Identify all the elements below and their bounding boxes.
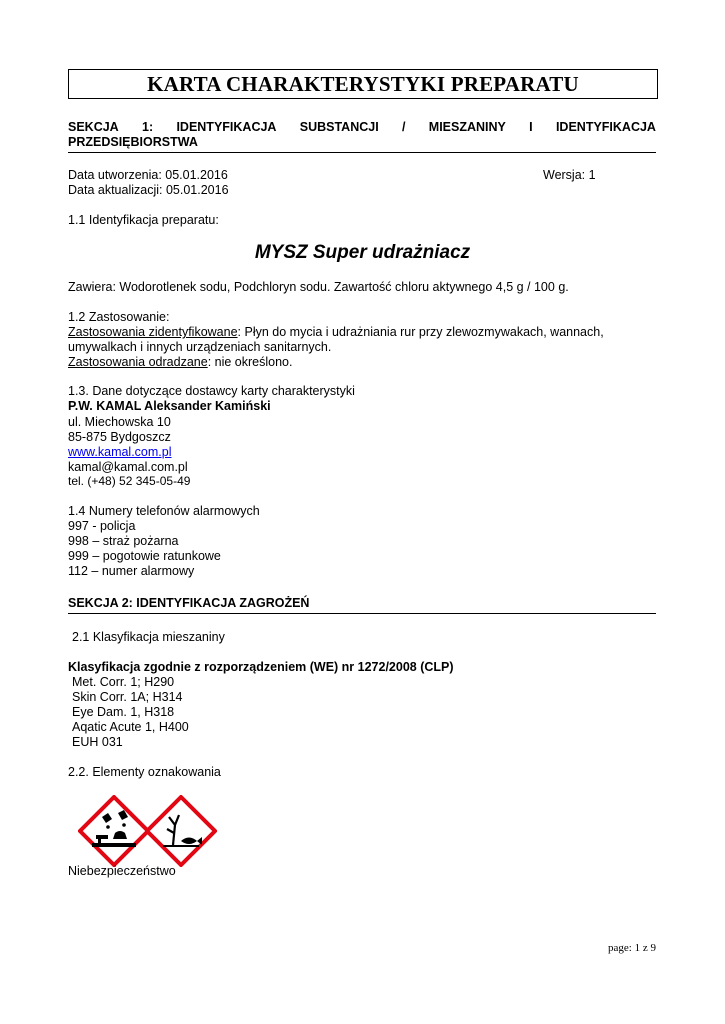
identified-uses-continued: umywalkach i innych urządzeniach sanitarnych.	[68, 340, 332, 354]
section2-heading: SEKCJA 2: IDENTYFIKACJA ZAGROŻEŃ	[68, 596, 656, 614]
hazard-class: Aqatic Acute 1, H400	[72, 720, 189, 734]
section1-heading	[68, 120, 656, 153]
city-address: 85-875 Bydgoszcz	[68, 430, 171, 444]
version: Wersja: 1	[543, 168, 596, 182]
created-date: Data utworzenia: 05.01.2016	[68, 168, 228, 182]
website-link[interactable]: www.kamal.com.pl	[68, 445, 172, 459]
heading-word: SEKCJA	[68, 120, 119, 134]
hazard-class: EUH 031	[72, 735, 123, 749]
alarm-number: 999 – pogotowie ratunkowe	[68, 549, 221, 563]
contains-text: Zawiera: Wodorotlenek sodu, Podchloryn sodu. Zawartość chloru aktywnego 4,5 g / 100 g.	[68, 280, 569, 294]
identification-label: 1.1 Identyfikacja preparatu:	[68, 213, 219, 227]
page-number: page: 1 z 9	[608, 942, 656, 954]
identified-uses	[68, 325, 604, 340]
heading-word: IDENTYFIKACJA	[555, 120, 656, 134]
ghs09-environment-icon	[145, 795, 217, 867]
discouraged-uses	[68, 355, 292, 370]
alarm-number: 998 – straż pożarna	[68, 534, 179, 548]
identified-uses-label: Zastosowania zidentyfikowane	[68, 325, 238, 339]
document-title: KARTA CHARAKTERYSTYKI PREPARATU	[68, 69, 658, 99]
section1-heading-line2: PRZEDSIĘBIORSTWA	[68, 135, 198, 149]
signal-word: Niebezpieczeństwo	[68, 864, 176, 878]
ghs05-corrosion-icon	[78, 795, 150, 867]
product-name: MYSZ Super udrażniacz	[254, 242, 471, 263]
hazard-class: Met. Corr. 1; H290	[72, 675, 175, 689]
heading-word: /	[402, 120, 406, 134]
heading-word: I	[529, 120, 533, 134]
phone: tel. (+48) 52 345-05-49	[68, 474, 191, 488]
hazard-class: Skin Corr. 1A; H314	[72, 690, 183, 704]
heading-word: IDENTYFIKACJA	[176, 120, 277, 134]
heading-word: 1:	[142, 120, 154, 134]
company-name: P.W. KAMAL Aleksander Kamiński	[68, 399, 271, 413]
heading-word: SUBSTANCJI	[299, 120, 379, 134]
email: kamal@kamal.com.pl	[68, 460, 188, 474]
alarm-number: 112 – numer alarmowy	[68, 564, 195, 578]
clp-heading: Klasyfikacja zgodnie z rozporządzeniem (WE) nr 1272/2008 (CLP)	[68, 660, 454, 674]
heading-word: MIESZANINY	[428, 120, 506, 134]
section1-heading-line1	[68, 120, 656, 135]
alarm-label: 1.4 Numery telefonów alarmowych	[68, 504, 260, 518]
street-address: ul. Miechowska 10	[68, 415, 171, 429]
discouraged-uses-text: : nie określono.	[207, 355, 293, 369]
classification-label: 2.1 Klasyfikacja mieszaniny	[72, 630, 225, 644]
label-elements: 2.2. Elementy oznakowania	[68, 765, 221, 779]
discouraged-uses-label: Zastosowania odradzane	[68, 355, 208, 369]
use-label: 1.2 Zastosowanie:	[68, 310, 170, 324]
hazard-class: Eye Dam. 1, H318	[72, 705, 175, 719]
alarm-number: 997 - policja	[68, 519, 136, 533]
supplier-label: 1.3. Dane dotyczące dostawcy karty charakterystyki	[68, 384, 355, 398]
identified-uses-text: : Płyn do mycia i udrażniania rur przy zlewozmywakach, wannach,	[237, 325, 604, 339]
updated-date: Data aktualizacji: 05.01.2016	[68, 183, 229, 197]
